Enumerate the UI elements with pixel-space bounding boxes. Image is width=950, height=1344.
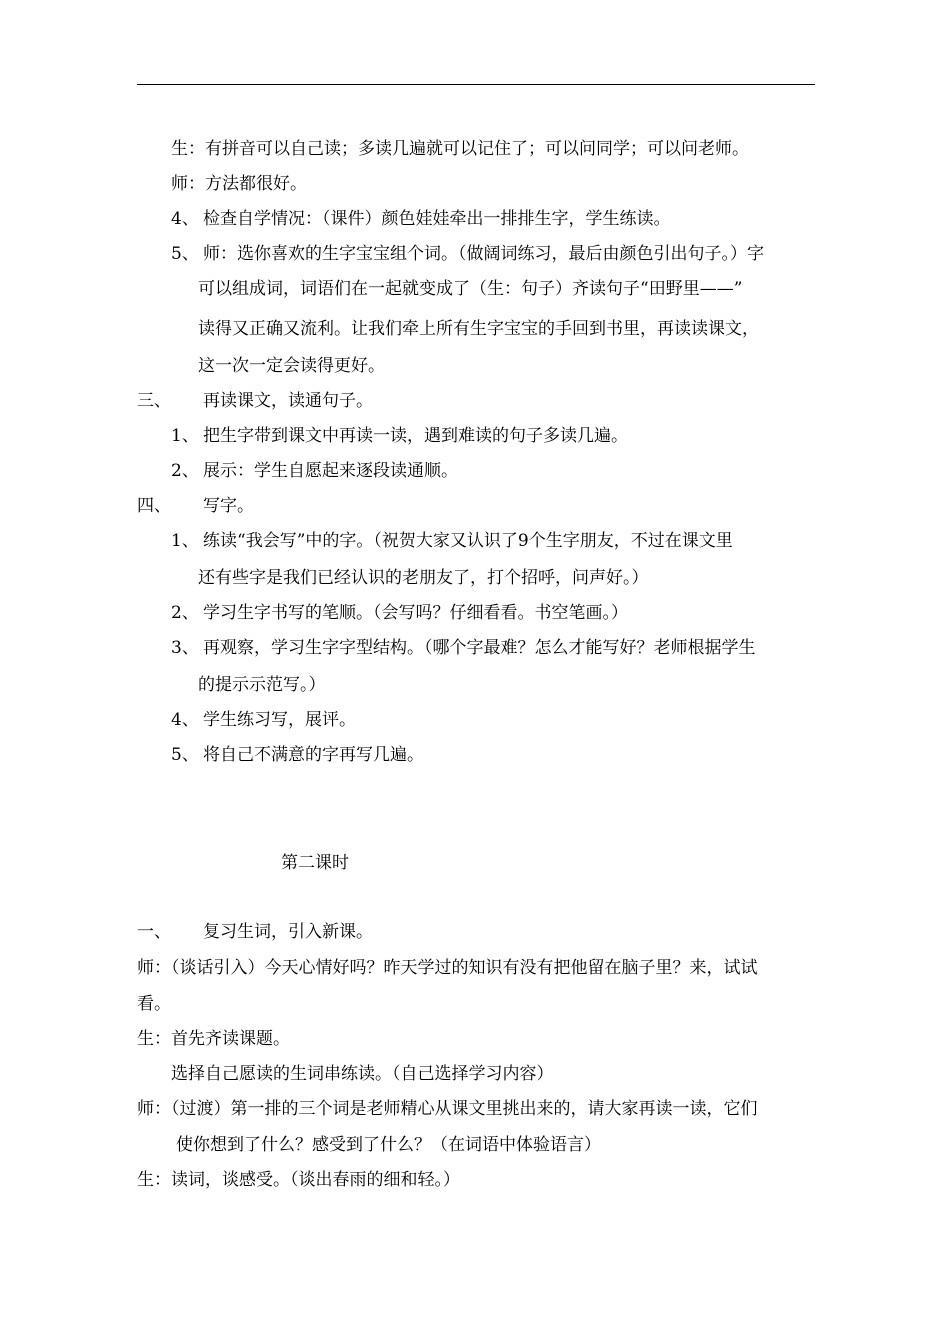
list-number: 2、: [171, 461, 199, 481]
section-number: 三、: [137, 391, 171, 411]
section-number: 四、: [137, 496, 171, 516]
list-number: 5、: [171, 745, 199, 765]
list-number: 5、: [171, 244, 199, 264]
list-number: 1、: [171, 426, 199, 446]
list-number: 3、: [171, 638, 199, 658]
list-number: 2、: [171, 603, 199, 623]
section-number: 一、: [137, 922, 171, 942]
header-rule: [137, 84, 815, 85]
list-number: 4、: [171, 209, 199, 229]
list-number: 1、: [171, 531, 199, 551]
list-number: 4、: [171, 710, 199, 730]
